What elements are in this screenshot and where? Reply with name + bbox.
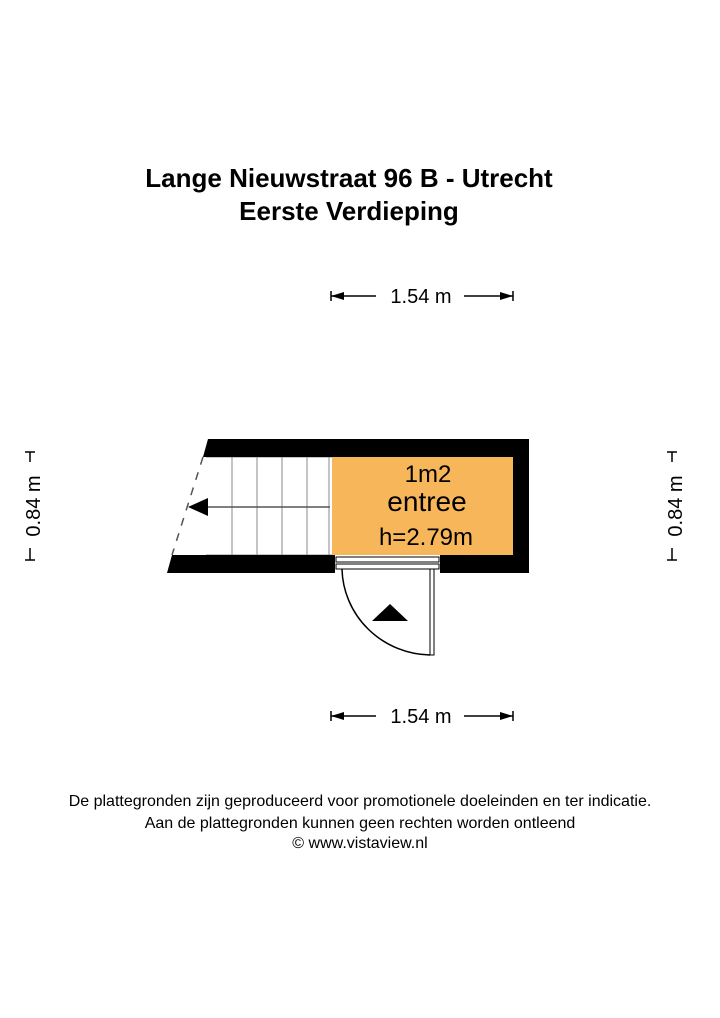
entrance-door [336,557,439,655]
arrowhead-left-icon [331,292,344,300]
staircase [172,457,332,555]
arrowhead-right-icon [500,292,513,300]
room-name-label: entree [387,486,467,517]
disclaimer-text: De plattegronden zijn geproduceerd voor promotionele doeleinden en ter indicatie. [68,793,652,810]
top-dimension-label: 1.54 m [390,286,452,308]
triangle-up-icon [372,604,408,621]
disclaimer-text-rights: Aan de plattegronden kunnen geen rechten worden ontleend [144,815,576,832]
arrowhead-left-icon [331,712,344,720]
room-area-label: 1m2 [404,461,452,488]
room-height-label: h=2.79m [378,524,474,551]
right-dimension [665,452,687,560]
bottom-dimension [331,706,513,728]
bottom-dimension-label: 1.54 m [390,706,452,728]
left-dimension-label: 0.84 m [23,475,45,537]
plan-title-address: Lange Nieuwstraat 96 B - Utrecht [145,163,553,193]
top-dimension [331,286,513,308]
arrowhead-right-icon [500,712,513,720]
left-dimension [23,452,45,560]
arrow-left-icon [188,498,208,516]
right-dimension-label: 0.84 m [665,475,687,537]
plan-title-floor: Eerste Verdieping [239,196,459,226]
copyright-text: © www.vistaview.nl [292,835,428,852]
